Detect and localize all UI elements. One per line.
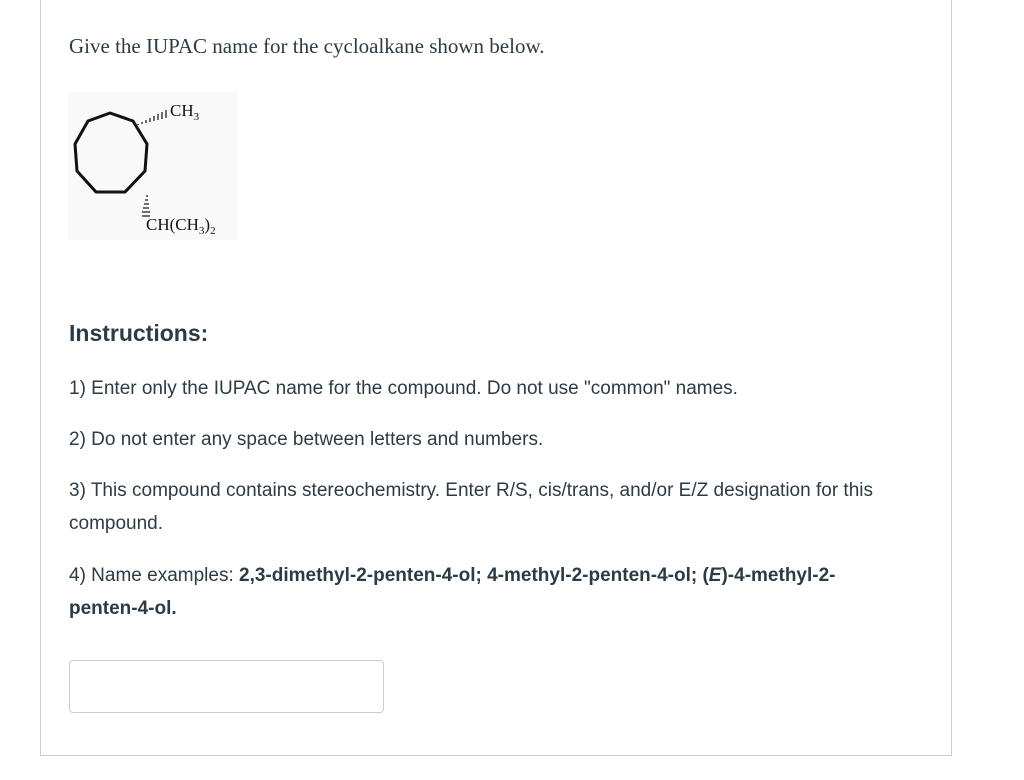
top-substituent-label: CH bbox=[170, 101, 194, 120]
bottom-substituent-subscript-1: 3 bbox=[198, 225, 205, 237]
hashed-wedge-top bbox=[138, 110, 166, 125]
instruction-item-2: 2) Do not enter any space between letters and numbers. bbox=[69, 429, 544, 450]
hashed-wedge-bottom bbox=[142, 196, 150, 216]
question-text: Give the IUPAC name for the cycloalkane shown below. bbox=[69, 34, 545, 58]
instruction-item-1: 1) Enter only the IUPAC name for the compound. Do not use "common" names. bbox=[69, 378, 738, 399]
svg-text:CH(CH3)2 bbox=[146, 215, 216, 237]
instruction-item-3: 3) This compound contains stereochemistry. Enter R/S, cis/trans, and/or E/Z designation for this compound. bbox=[69, 480, 873, 534]
bottom-substituent-close: ) bbox=[204, 215, 211, 234]
name-example-2: 4-methyl-2-penten-4-ol; bbox=[487, 565, 698, 586]
top-substituent-subscript: 3 bbox=[193, 111, 200, 123]
svg-text:CH3 bbox=[170, 101, 200, 123]
molecule-structure-image bbox=[68, 92, 238, 240]
instruction-item-4-prefix: 4) Name examples: bbox=[69, 565, 240, 586]
answer-input[interactable] bbox=[69, 660, 384, 713]
cycloheptane-ring bbox=[75, 113, 147, 192]
name-example-1: 2,3-dimethyl-2-penten-4-ol; bbox=[239, 565, 482, 586]
bottom-substituent-label: CH(CH bbox=[146, 215, 199, 234]
bottom-substituent-subscript-2: 2 bbox=[210, 225, 216, 237]
name-example-3: (E)-4-methyl-2-penten-4-ol. bbox=[69, 565, 836, 619]
instructions-heading: Instructions: bbox=[69, 320, 209, 346]
instruction-item-4 bbox=[69, 559, 899, 625]
